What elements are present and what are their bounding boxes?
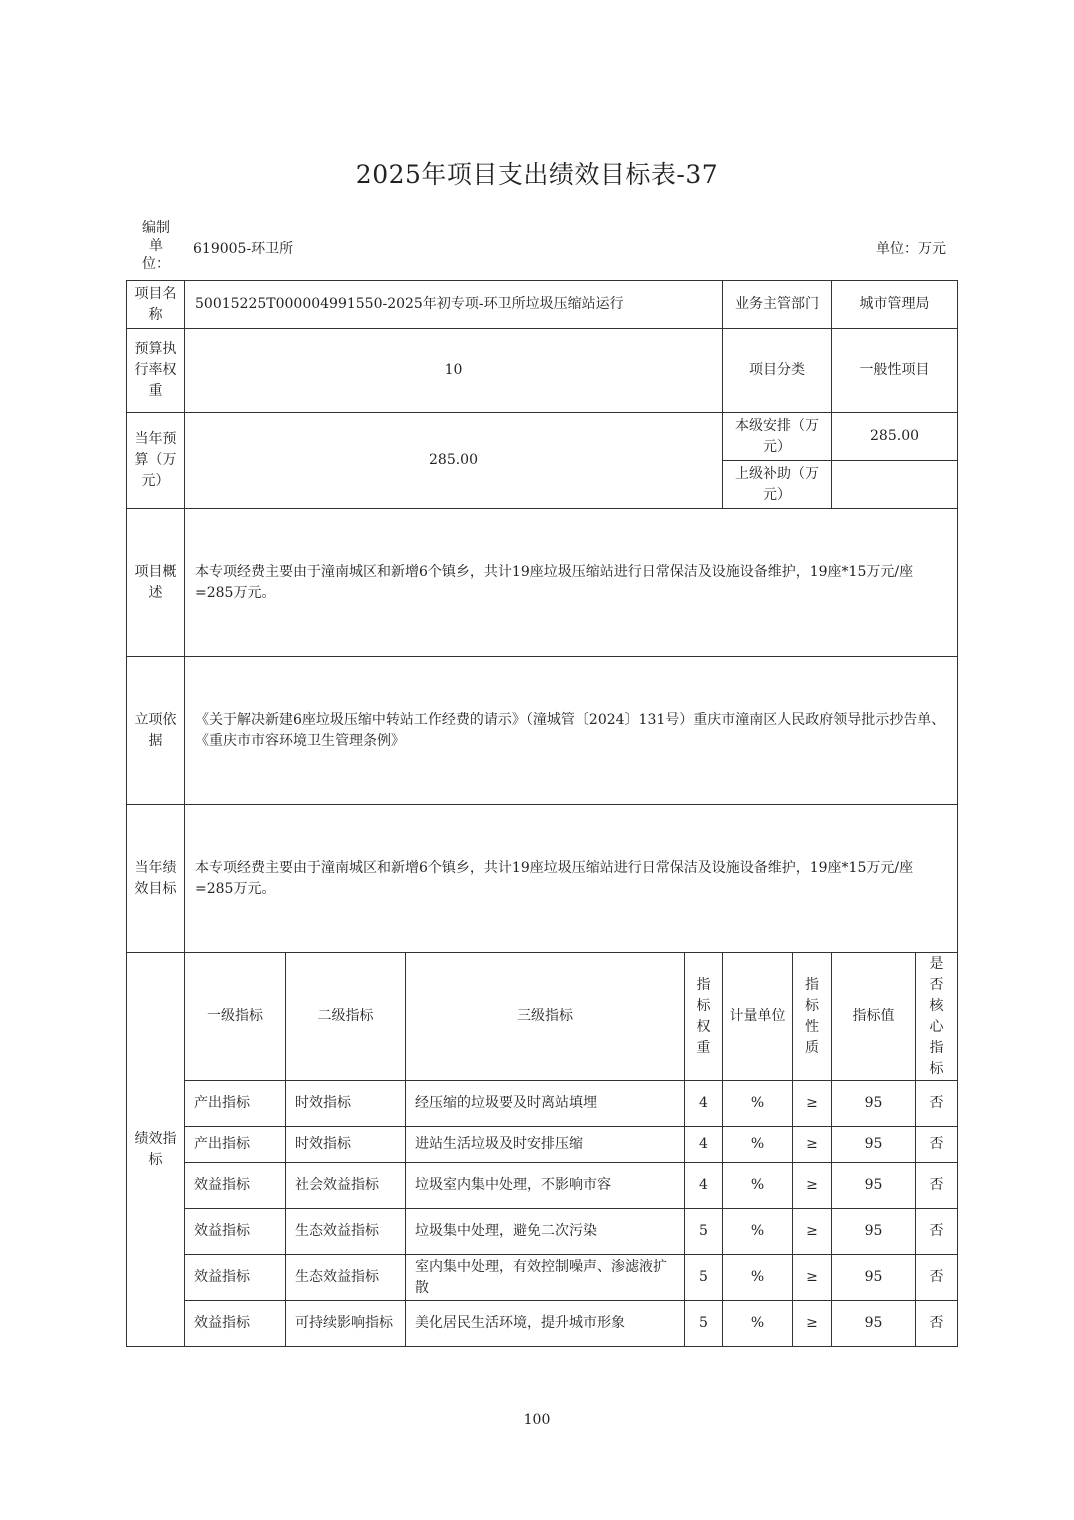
weight-cell: 5 xyxy=(685,1301,723,1347)
local-label: 本级安排（万元） xyxy=(723,413,832,461)
performance-table xyxy=(126,280,958,1347)
value-cell: 95 xyxy=(832,1301,916,1347)
category-label: 项目分类 xyxy=(723,329,832,413)
level3-cell: 经压缩的垃圾要及时离站填埋 xyxy=(406,1081,685,1127)
core-cell: 否 xyxy=(916,1163,958,1209)
indicator-row xyxy=(127,1163,958,1209)
row-project-name xyxy=(127,281,958,329)
header-level2: 二级指标 xyxy=(286,953,406,1081)
level1-cell: 效益指标 xyxy=(185,1209,286,1255)
project-name-label: 项目名称 xyxy=(127,281,185,329)
nature-cell: ≥ xyxy=(793,1209,832,1255)
nature-cell: ≥ xyxy=(793,1081,832,1127)
dept-value: 城市管理局 xyxy=(832,281,958,329)
weight-value: 10 xyxy=(185,329,723,413)
header-value: 指标值 xyxy=(832,953,916,1081)
indicators-label: 绩效指标 xyxy=(127,953,185,1347)
indicator-row xyxy=(127,1127,958,1163)
nature-cell: ≥ xyxy=(793,1301,832,1347)
budget-label: 当年预算（万元） xyxy=(127,413,185,509)
upper-value xyxy=(832,461,958,509)
nature-cell: ≥ xyxy=(793,1127,832,1163)
weight-cell: 4 xyxy=(685,1163,723,1209)
nature-cell: ≥ xyxy=(793,1255,832,1301)
row-overview xyxy=(127,509,958,657)
unit-cell: % xyxy=(723,1127,793,1163)
budget-value: 285.00 xyxy=(185,413,723,509)
value-cell: 95 xyxy=(832,1081,916,1127)
overview-label: 项目概述 xyxy=(127,509,185,657)
level1-cell: 效益指标 xyxy=(185,1163,286,1209)
value-cell: 95 xyxy=(832,1255,916,1301)
core-cell: 否 xyxy=(916,1127,958,1163)
indicator-row xyxy=(127,1209,958,1255)
dept-label: 业务主管部门 xyxy=(723,281,832,329)
weight-label: 预算执行率权重 xyxy=(127,329,185,413)
value-cell: 95 xyxy=(832,1209,916,1255)
level3-cell: 进站生活垃圾及时安排压缩 xyxy=(406,1127,685,1163)
row-goal xyxy=(127,805,958,953)
weight-cell: 5 xyxy=(685,1255,723,1301)
value-cell: 95 xyxy=(832,1127,916,1163)
nature-cell: ≥ xyxy=(793,1163,832,1209)
level3-cell: 垃圾集中处理，避免二次污染 xyxy=(406,1209,685,1255)
row-budget xyxy=(127,413,958,461)
basis-label: 立项依据 xyxy=(127,657,185,805)
core-cell: 否 xyxy=(916,1081,958,1127)
weight-cell: 5 xyxy=(685,1209,723,1255)
level2-cell: 时效指标 xyxy=(286,1127,406,1163)
weight-cell: 4 xyxy=(685,1127,723,1163)
level3-cell: 室内集中处理，有效控制噪声、渗滤液扩散 xyxy=(406,1255,685,1301)
indicator-row xyxy=(127,1301,958,1347)
local-value: 285.00 xyxy=(832,413,958,461)
header-core: 是否核心指标 xyxy=(916,953,958,1081)
unit-cell: % xyxy=(723,1163,793,1209)
goal-label: 当年绩效目标 xyxy=(127,805,185,953)
unit-cell: % xyxy=(723,1255,793,1301)
row-indicator-header xyxy=(127,953,958,1081)
level3-cell: 美化居民生活环境，提升城市形象 xyxy=(406,1301,685,1347)
page-title: 2025年项目支出绩效目标表-37 xyxy=(355,160,719,189)
goal-text: 本专项经费主要由于潼南城区和新增6个镇乡，共计19座垃圾压缩站进行日常保洁及设施设备维护，19座*15万元/座=285万元。 xyxy=(185,805,958,953)
value-cell: 95 xyxy=(832,1163,916,1209)
core-cell: 否 xyxy=(916,1209,958,1255)
page-number: 100 xyxy=(523,1412,551,1428)
header-unit: 计量单位 xyxy=(723,953,793,1081)
header-nature: 指标性质 xyxy=(793,953,832,1081)
level1-cell: 产出指标 xyxy=(185,1081,286,1127)
level1-cell: 产出指标 xyxy=(185,1127,286,1163)
core-cell: 否 xyxy=(916,1301,958,1347)
level1-cell: 效益指标 xyxy=(185,1301,286,1347)
header-weight: 指标权重 xyxy=(685,953,723,1081)
weight-cell: 4 xyxy=(685,1081,723,1127)
upper-label: 上级补助（万元） xyxy=(723,461,832,509)
indicator-row xyxy=(127,1255,958,1301)
project-name-value: 50015225T000004991550-2025年初专项-环卫所垃圾压缩站运行 xyxy=(185,281,723,329)
level2-cell: 生态效益指标 xyxy=(286,1209,406,1255)
unit-cell: % xyxy=(723,1081,793,1127)
unit-label: 编制单位： xyxy=(142,220,170,272)
basis-text: 《关于解决新建6座垃圾压缩中转站工作经费的请示》（潼城管〔2024〕131号）重庆市潼南区人民政府领导批示抄告单、《重庆市市容环境卫生管理条例》 xyxy=(185,657,958,805)
row-basis xyxy=(127,657,958,805)
header-level1: 一级指标 xyxy=(185,953,286,1081)
level2-cell: 时效指标 xyxy=(286,1081,406,1127)
header-level3: 三级指标 xyxy=(406,953,685,1081)
level2-cell: 可持续影响指标 xyxy=(286,1301,406,1347)
level2-cell: 社会效益指标 xyxy=(286,1163,406,1209)
unit-cell: % xyxy=(723,1301,793,1347)
core-cell: 否 xyxy=(916,1255,958,1301)
indicator-row xyxy=(127,1081,958,1127)
category-value: 一般性项目 xyxy=(832,329,958,413)
level1-cell: 效益指标 xyxy=(185,1255,286,1301)
level2-cell: 生态效益指标 xyxy=(286,1255,406,1301)
row-weight xyxy=(127,329,958,413)
overview-text: 本专项经费主要由于潼南城区和新增6个镇乡，共计19座垃圾压缩站进行日常保洁及设施设备维护，19座*15万元/座=285万元。 xyxy=(185,509,958,657)
currency-unit: 单位：万元 xyxy=(876,241,946,257)
unit-cell: % xyxy=(723,1209,793,1255)
unit-value: 619005-环卫所 xyxy=(193,241,294,257)
level3-cell: 垃圾室内集中处理，不影响市容 xyxy=(406,1163,685,1209)
